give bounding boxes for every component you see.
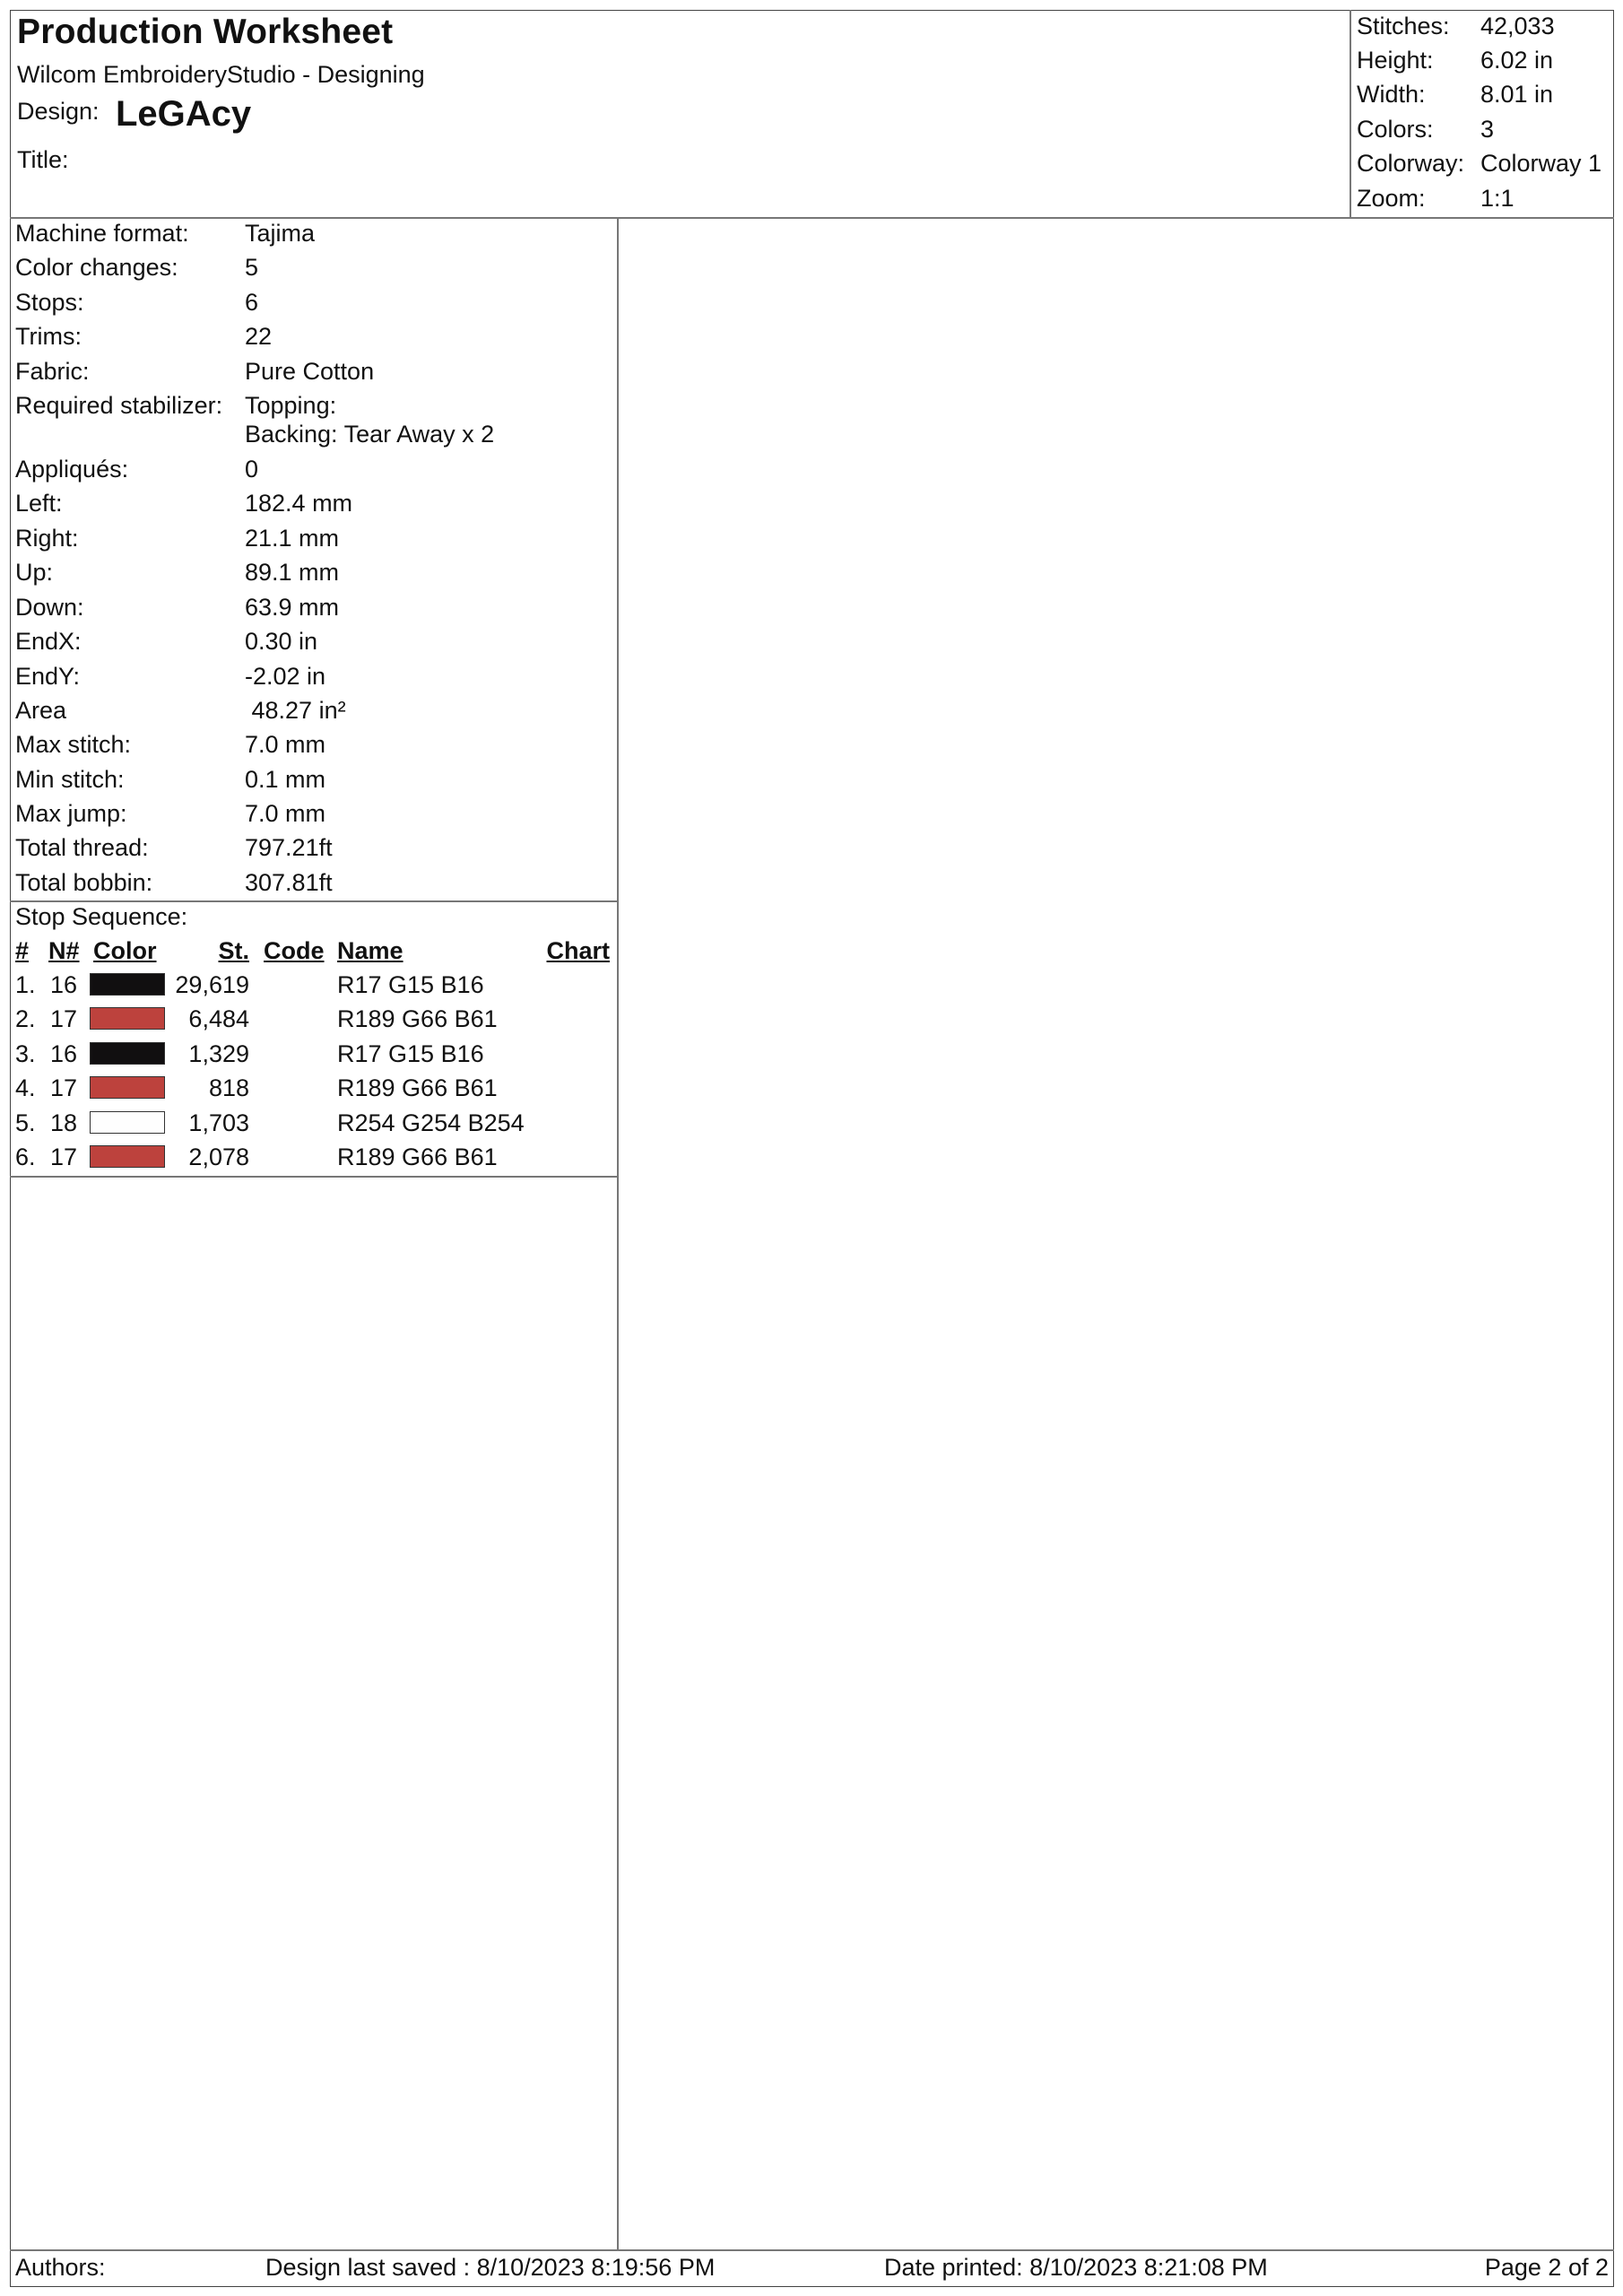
- detail-value: 307.81ft: [245, 869, 333, 896]
- detail-value: Topping:: [245, 392, 337, 419]
- column-header-needle: N#: [48, 937, 80, 964]
- details-bottom-rule: [10, 900, 618, 902]
- design-name: LeGAcy: [116, 94, 252, 134]
- detail-value: -2.02 in: [245, 663, 326, 690]
- stop-needle: 16: [50, 971, 78, 998]
- stop-number: 6.: [15, 1144, 36, 1170]
- stop-stitches: 818: [208, 1074, 249, 1101]
- detail-label: Up:: [15, 559, 54, 586]
- detail-value-secondary: Backing: Tear Away x 2: [245, 421, 495, 448]
- detail-label: Required stabilizer:: [15, 392, 223, 419]
- footer-top-rule: [10, 2249, 1614, 2251]
- summary-value-zoom: 1:1: [1480, 185, 1515, 212]
- detail-value: 0: [245, 456, 259, 483]
- detail-label: EndX:: [15, 628, 82, 655]
- detail-label: Total bobbin:: [15, 869, 153, 896]
- title-label: Title:: [17, 146, 69, 173]
- stop-stitches: 1,329: [188, 1040, 249, 1067]
- detail-label: Machine format:: [15, 220, 189, 247]
- stop-stitches: 6,484: [188, 1005, 249, 1032]
- detail-label: Fabric:: [15, 358, 90, 385]
- stop-number: 4.: [15, 1074, 36, 1101]
- summary-label-zoom: Zoom:: [1357, 185, 1426, 212]
- detail-label: Max jump:: [15, 800, 127, 827]
- summary-label-colorway: Colorway:: [1357, 150, 1465, 177]
- footer-date-printed: Date printed: 8/10/2023 8:21:08 PM: [884, 2254, 1268, 2281]
- stop-number: 5.: [15, 1109, 36, 1136]
- summary-value-colorway: Colorway 1: [1480, 150, 1602, 177]
- detail-label: Right:: [15, 525, 79, 552]
- column-header-code: Code: [264, 937, 325, 964]
- column-header-chart: Chart: [546, 937, 610, 964]
- summary-label-colors: Colors:: [1357, 116, 1434, 143]
- detail-label: Area: [15, 697, 67, 724]
- detail-label: EndY:: [15, 663, 81, 690]
- detail-label: Stops:: [15, 289, 84, 316]
- stop-needle: 16: [50, 1040, 78, 1067]
- page-title: Production Worksheet: [17, 13, 394, 51]
- detail-value: 7.0 mm: [245, 800, 326, 827]
- stop-number: 2.: [15, 1005, 36, 1032]
- detail-label: Color changes:: [15, 254, 178, 281]
- summary-label-stitches: Stitches:: [1357, 13, 1450, 39]
- detail-value: 22: [245, 323, 273, 350]
- stop-name: R189 G66 B61: [337, 1005, 498, 1032]
- detail-value: 0.30 in: [245, 628, 318, 655]
- detail-label: Min stitch:: [15, 766, 125, 793]
- detail-label: Total thread:: [15, 834, 149, 861]
- software-subtitle: Wilcom EmbroideryStudio - Designing: [17, 61, 425, 88]
- column-header-num: #: [15, 937, 30, 964]
- page-frame: [10, 10, 1614, 2287]
- detail-value: 182.4 mm: [245, 490, 353, 517]
- footer-authors: Authors:: [15, 2254, 106, 2281]
- detail-value: 48.27 in²: [245, 697, 346, 724]
- stop-name: R189 G66 B61: [337, 1074, 498, 1101]
- detail-label: Appliqués:: [15, 456, 129, 483]
- summary-label-width: Width:: [1357, 81, 1426, 108]
- stop-stitches: 1,703: [188, 1109, 249, 1136]
- detail-value: 63.9 mm: [245, 594, 340, 621]
- stop-stitches: 29,619: [175, 971, 249, 998]
- summary-label-height: Height:: [1357, 47, 1434, 74]
- summary-value-height: 6.02 in: [1480, 47, 1554, 74]
- stops-bottom-rule: [10, 1176, 618, 1178]
- stop-needle: 17: [50, 1005, 78, 1032]
- detail-value: Pure Cotton: [245, 358, 375, 385]
- detail-value: 5: [245, 254, 259, 281]
- stop-sequence-heading: Stop Sequence:: [15, 903, 188, 930]
- detail-label: Max stitch:: [15, 731, 132, 758]
- stop-needle: 17: [50, 1074, 78, 1101]
- summary-left-rule: [1350, 10, 1351, 218]
- column-header-stitches: St.: [218, 937, 249, 964]
- stop-stitches: 2,078: [188, 1144, 249, 1170]
- stop-name: R189 G66 B61: [337, 1144, 498, 1170]
- column-header-name: Name: [337, 937, 404, 964]
- stop-name: R254 G254 B254: [337, 1109, 525, 1136]
- stop-name: R17 G15 B16: [337, 1040, 484, 1067]
- stop-name: R17 G15 B16: [337, 971, 484, 998]
- detail-value: 797.21ft: [245, 834, 333, 861]
- footer-last-saved: Design last saved : 8/10/2023 8:19:56 PM: [265, 2254, 716, 2281]
- summary-value-stitches: 42,033: [1480, 13, 1555, 39]
- detail-value: 21.1 mm: [245, 525, 340, 552]
- summary-value-colors: 3: [1480, 116, 1495, 143]
- stop-needle: 17: [50, 1144, 78, 1170]
- stop-number: 3.: [15, 1040, 36, 1067]
- stop-number: 1.: [15, 971, 36, 998]
- column-divider: [617, 217, 619, 2250]
- detail-label: Left:: [15, 490, 63, 517]
- detail-value: 0.1 mm: [245, 766, 326, 793]
- summary-value-width: 8.01 in: [1480, 81, 1554, 108]
- design-label: Design:: [17, 98, 100, 125]
- detail-value: 89.1 mm: [245, 559, 340, 586]
- detail-label: Trims:: [15, 323, 82, 350]
- detail-value: Tajima: [245, 220, 316, 247]
- detail-label: Down:: [15, 594, 84, 621]
- stop-needle: 18: [50, 1109, 78, 1136]
- header-bottom-rule: [10, 217, 1614, 219]
- footer-page-number: Page 2 of 2: [1484, 2254, 1609, 2281]
- column-header-color: Color: [93, 937, 157, 964]
- detail-value: 7.0 mm: [245, 731, 326, 758]
- detail-value: 6: [245, 289, 259, 316]
